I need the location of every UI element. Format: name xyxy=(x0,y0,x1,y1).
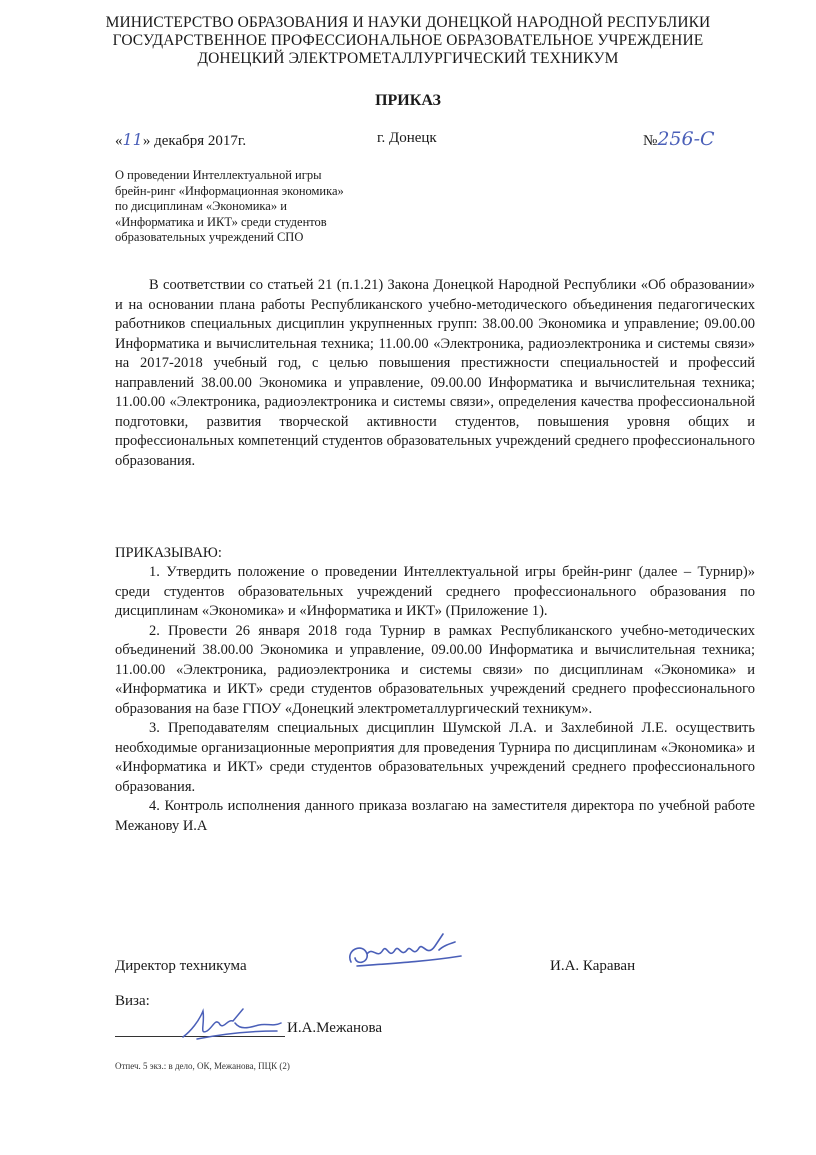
director-signature-row xyxy=(115,952,755,992)
header-institution-type: ГОСУДАРСТВЕННОЕ ПРОФЕССИОНАЛЬНОЕ ОБРАЗОВАТЕЛЬНОЕ УЧРЕЖДЕНИЕ xyxy=(112,32,704,49)
order-date xyxy=(115,130,246,150)
header-institution-name: ДОНЕЦКИЙ ЭЛЕКТРОМЕТАЛЛУРГИЧЕСКИЙ ТЕХНИКУМ xyxy=(197,50,619,67)
subject-line: О проведении Интеллектуальной игры xyxy=(115,168,322,182)
order-item-1: 1. Утвердить положение о проведении Интеллектуальной игры брейн-ринг (далее – Турнир)» среди студентов образовательных учреждений среднего профессионального образования по дисциплинам «Экономика» и «Информатика и ИКТ» (Приложение 1). xyxy=(115,564,755,619)
order-items xyxy=(115,563,755,836)
order-item-3: 3. Преподавателям специальных дисциплин Шумской Л.А. и Захлебиной Л.Е. осуществить необходимые организационные мероприятия для проведения Турнира по дисциплинам «Экономика» и «Информатика и ИКТ» среди студентов образовательных учреждений среднего профессионального образования. xyxy=(115,720,755,795)
viza-label: Виза: xyxy=(115,993,150,1009)
viza-signature-image xyxy=(177,1001,287,1045)
handwritten-day: 11 xyxy=(122,130,143,149)
number-prefix: № xyxy=(643,133,658,149)
header-ministry: МИНИСТЕРСТВО ОБРАЗОВАНИЯ И НАУКИ ДОНЕЦКОЙ НАРОДНОЙ РЕСПУБЛИКИ xyxy=(105,14,711,31)
order-item-4: 4. Контроль исполнения данного приказа возлагаю на заместителя директора по учебной работе Межанову И.А xyxy=(115,798,755,834)
signatory-position: Директор техникума xyxy=(115,958,247,974)
order-city: г. Донецк xyxy=(377,130,437,146)
order-directive-word: ПРИКАЗЫВАЮ: xyxy=(115,545,222,561)
subject-line: брейн-ринг «Информационная экономика» xyxy=(115,183,344,198)
distribution-footnote: Отпеч. 5 экз.: в дело, ОК, Межанова, ПЦК (2) xyxy=(115,1061,290,1071)
dateline xyxy=(115,130,740,152)
subject-line: «Информатика и ИКТ» среди студентов xyxy=(115,214,327,229)
order-number xyxy=(643,128,715,150)
signatory-name: И.А. Караван xyxy=(550,958,636,974)
subject-line: образовательных учреждений СПО xyxy=(115,230,304,244)
subject-line: по дисциплинам «Экономика» и xyxy=(115,199,287,213)
document-header xyxy=(0,14,816,68)
date-open-quote: « xyxy=(115,133,123,149)
viza-signature-line xyxy=(115,1017,415,1041)
preamble-paragraph: В соответствии со статьей 21 (п.1.21) Закона Донецкой Народной Республики «Об образовании» и на основании плана работы Республиканского учебно-методического объединения педагогических работников специальных дисциплин укрупненных групп: 38.00.00 Экономика и управление; 09.00.00 Информатика и вычислительная техника; 11.00.00 «Электроника, радиоэлектроника и системы связи» на 2017-2018 учебный год, с целью повышения престижности специальностей и профессий направлений 38.00.00 Экономика и управление, 09.00.00 Информатика и вычислительная техника; 11.00.00 «Электроника, радиоэлектроника и системы связи», определения качества профессиональной подготовки, развития творческой активности студентов, повышения уровня общих и профессиональных компетенций студентов образовательных учреждений среднего профессионального образования. xyxy=(115,277,755,469)
order-item-2: 2. Провести 26 января 2018 года Турнир в рамках Республиканского учебно-методических объединений 38.00.00 Экономика и управление, 09.00.00 Информатика и вычислительная техника; 11.00.00 «Электроника, радиоэлектроника и системы связи» по дисциплинам «Экономика» и «Информатика и ИКТ» среди студентов образовательных учреждений среднего профессионального образования на базе ГПОУ «Донецкий электрометаллургический техникум». xyxy=(115,622,755,717)
director-signature-image xyxy=(343,928,473,976)
document-title: ПРИКАЗ xyxy=(375,92,441,109)
date-rest: » декабря 2017г. xyxy=(142,133,247,149)
viza-name: И.А.Межанова xyxy=(287,1020,383,1036)
handwritten-number: 256-С xyxy=(657,128,715,150)
order-subject xyxy=(115,168,415,246)
